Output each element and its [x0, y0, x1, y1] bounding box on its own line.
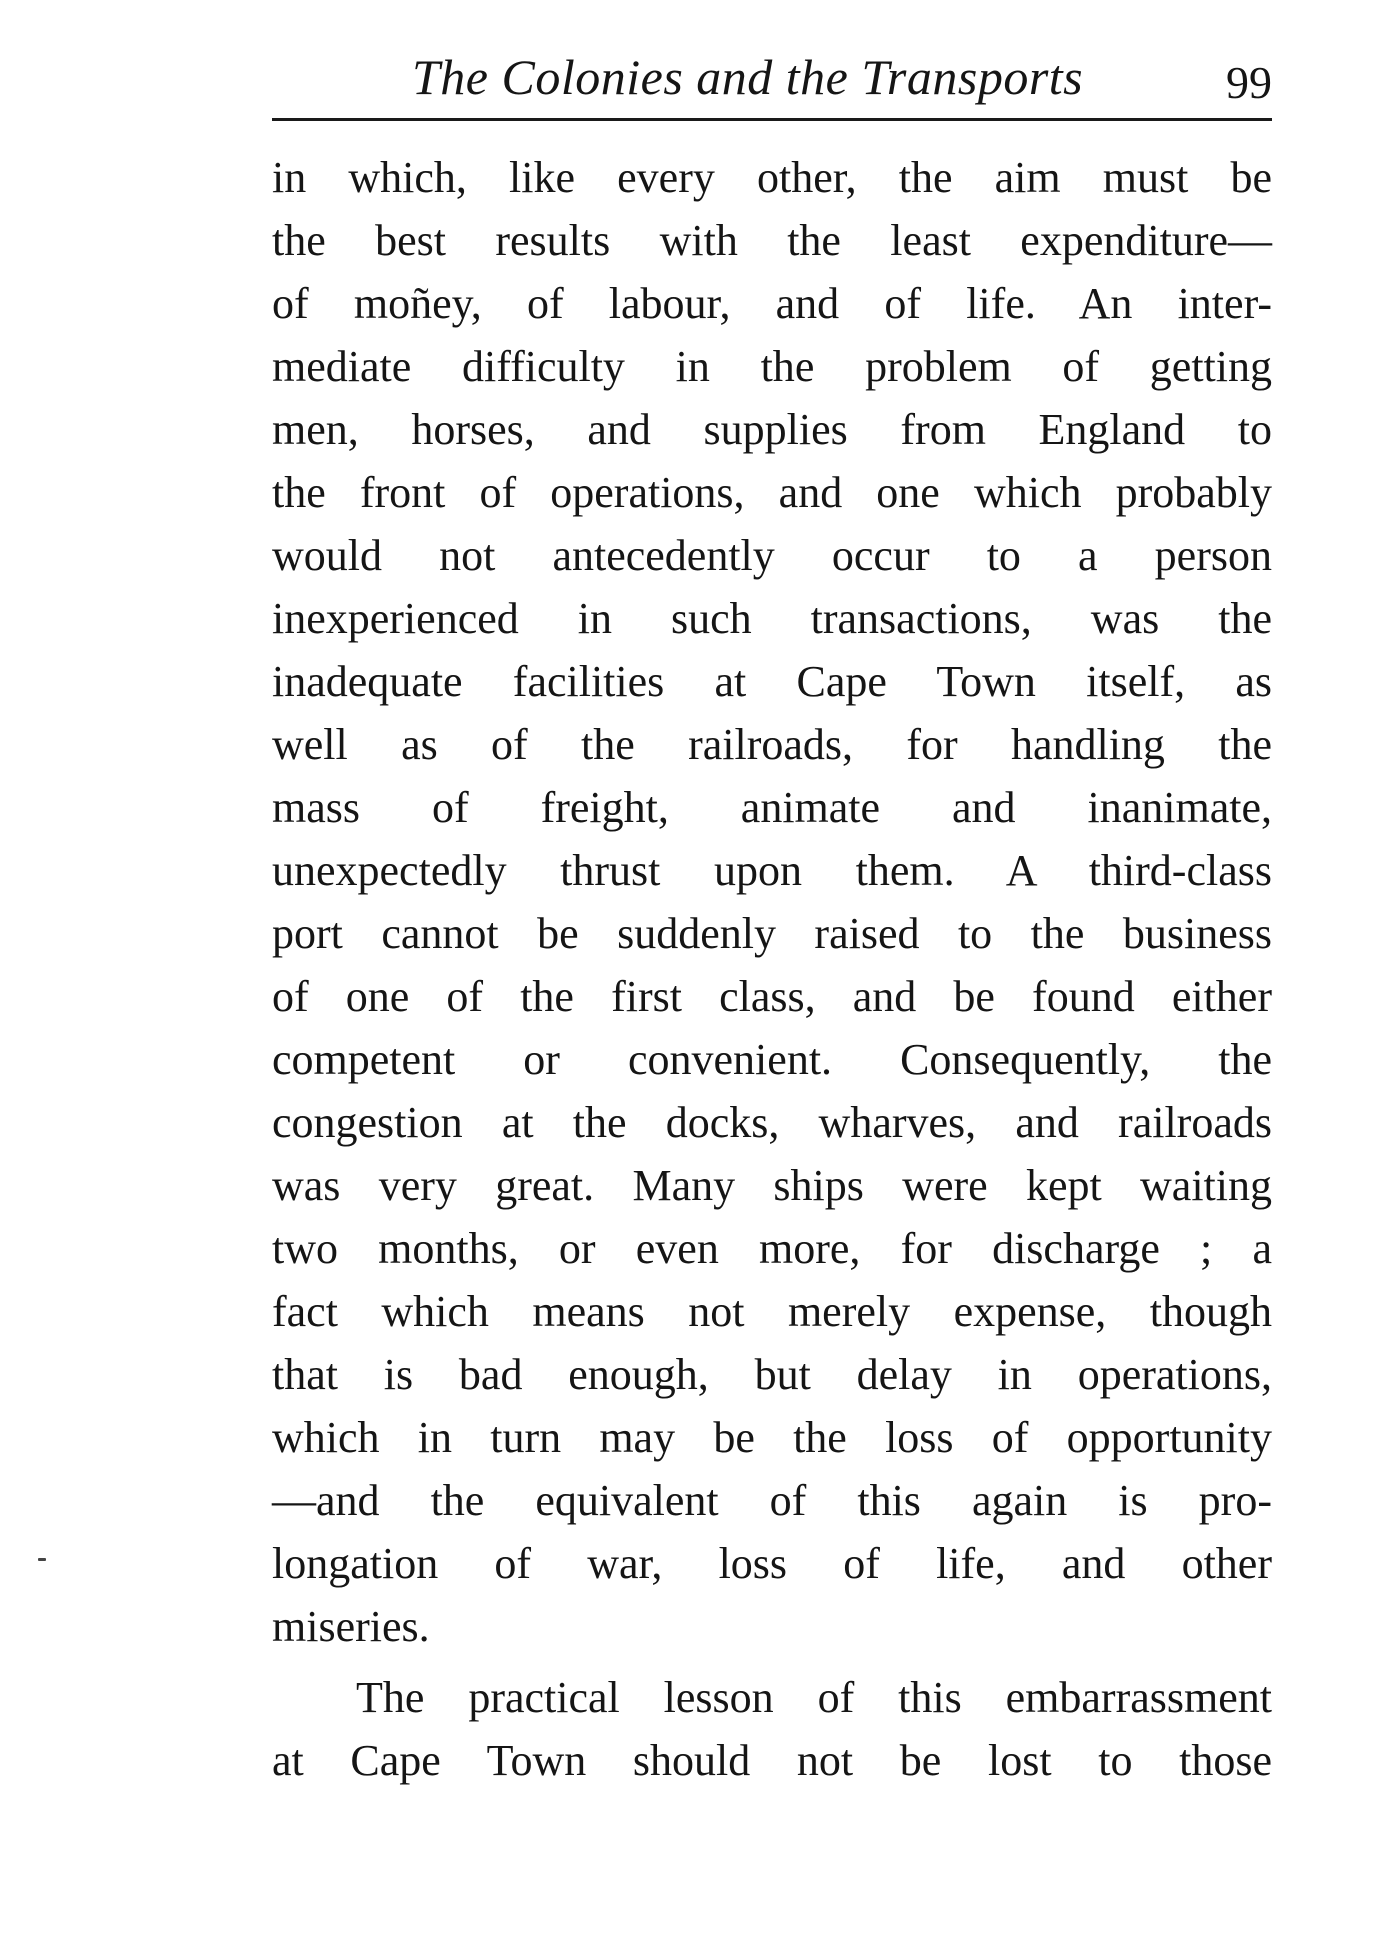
- running-title: The Colonies and the Transports: [412, 49, 1084, 105]
- text-line: which in turn may be the loss of opportunity: [272, 1413, 1272, 1462]
- text-line: the front of operations, and one which probably: [272, 468, 1272, 517]
- text-line: two months, or even more, for discharge ; a: [272, 1224, 1272, 1273]
- paragraph-2: [272, 1666, 1272, 1792]
- page-header: [272, 38, 1272, 118]
- text-line: mediate difficulty in the problem of getting: [272, 342, 1272, 391]
- text-line: unexpectedly thrust upon them. A third-class: [272, 846, 1272, 895]
- text-line: The practical lesson of this embarrassment: [356, 1673, 1272, 1722]
- text-line: competent or convenient. Consequently, the: [272, 1035, 1272, 1084]
- page-number: 99: [1226, 57, 1272, 108]
- text-line: longation of war, loss of life, and other: [272, 1539, 1272, 1588]
- text-line: men, horses, and supplies from England to: [272, 405, 1272, 454]
- text-line: of one of the first class, and be found either: [272, 972, 1272, 1021]
- text-line: at Cape Town should not be lost to those: [272, 1736, 1272, 1785]
- text-line: —and the equivalent of this again is pro-: [272, 1476, 1272, 1525]
- text-line: inexperienced in such transactions, was the: [272, 594, 1272, 643]
- body-text: [272, 146, 1272, 1792]
- text-line: miseries.: [272, 1602, 430, 1651]
- text-line: port cannot be suddenly raised to the business: [272, 909, 1272, 958]
- text-line: of moñey, of labour, and of life. An inter-: [272, 279, 1272, 328]
- text-line: inadequate facilities at Cape Town itself, as: [272, 657, 1272, 706]
- text-line: well as of the railroads, for handling the: [272, 720, 1272, 769]
- text-line: the best results with the least expenditure—: [272, 216, 1272, 265]
- text-line: congestion at the docks, wharves, and railroads: [272, 1098, 1272, 1147]
- text-line: in which, like every other, the aim must be: [272, 153, 1272, 202]
- margin-speck: [38, 1558, 46, 1561]
- text-line: that is bad enough, but delay in operations,: [272, 1350, 1272, 1399]
- text-line: was very great. Many ships were kept waiting: [272, 1161, 1272, 1210]
- text-line: fact which means not merely expense, though: [272, 1287, 1272, 1336]
- paragraph-1: [272, 146, 1272, 1658]
- header-rule: [272, 118, 1272, 121]
- paragraph-gap: [272, 1658, 1272, 1666]
- text-line: would not antecedently occur to a person: [272, 531, 1272, 580]
- text-line: mass of freight, animate and inanimate,: [272, 783, 1272, 832]
